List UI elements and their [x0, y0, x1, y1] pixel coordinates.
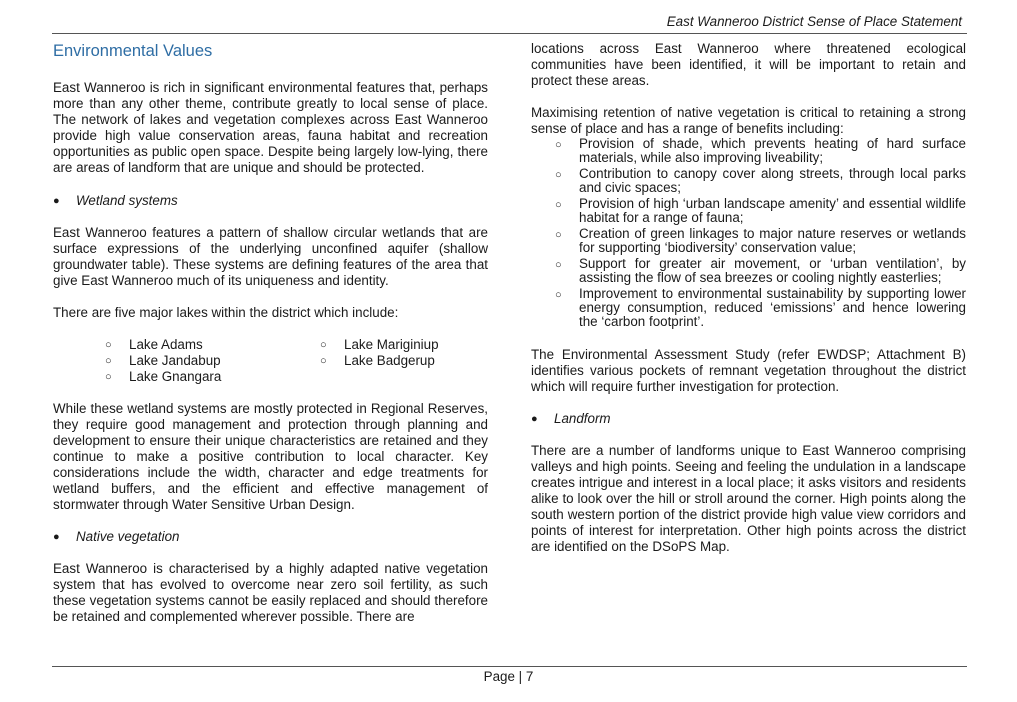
circle-bullet-icon: ○ [320, 339, 327, 351]
landform-heading: Landform [554, 411, 611, 426]
list-item: ○ Provision of shade, which prevents heating of hard surface materials, while also improving liveability; [555, 136, 966, 165]
bullet-icon: ● [53, 531, 60, 543]
list-item: ○ Lake Adams [105, 337, 203, 352]
list-item: ○ Lake Gnangara [105, 369, 222, 384]
wetland-paragraph: East Wanneroo features a pattern of shallow circular wetlands that are surface expressions of the underlying unconfined aquifer (shallow groundwater table). These systems are defining features of the area that give East Wanneroo much of its uniqueness and identity. [53, 225, 488, 288]
circle-bullet-icon: ○ [555, 169, 562, 181]
lakes-intro: There are five major lakes within the district which include: [53, 305, 399, 320]
footer-divider [52, 666, 967, 667]
vegetation-continued: locations across East Wanneroo where threatened ecological communities have been identified, it will be important to retain and protect these areas. [531, 41, 966, 88]
circle-bullet-icon: ○ [555, 139, 562, 151]
list-item: ○ Improvement to environmental sustainability by supporting lower energy consumption, reduced ‘emissions’ and hence lowering the ‘carbon footprint’. [555, 286, 966, 329]
landform-paragraph: There are a number of landforms unique to East Wanneroo comprising valleys and high points. Seeing and feeling the undulation in a landscape creates intrigue and interest in a local place; it asks visitors and residents alike to look over the hill or stroll around the corner. High points along the south western portion of the district provide high value view corridors and points of interest for interpretation. Other high points across the district are identified on the DSoPS Map. [531, 443, 966, 554]
circle-bullet-icon: ○ [105, 355, 112, 367]
circle-bullet-icon: ○ [105, 339, 112, 351]
right-column [531, 41, 966, 555]
list-item: ○ Provision of high ‘urban landscape amenity’ and essential wildlife habitat for a range of fauna; [555, 196, 966, 225]
circle-bullet-icon: ○ [555, 199, 562, 211]
bullet-icon: ● [531, 413, 538, 425]
list-item: ○ Creation of green linkages to major nature reserves or wetlands for supporting ‘biodiversity’ conservation value; [555, 226, 966, 255]
wetland-heading: Wetland systems [76, 193, 178, 208]
section-heading: Environmental Values [53, 42, 213, 60]
circle-bullet-icon: ○ [105, 371, 112, 383]
circle-bullet-icon: ○ [555, 259, 562, 271]
benefits-intro: Maximising retention of native vegetation is critical to retaining a strong sense of place and has a range of benefits including: [531, 105, 966, 136]
wetland-paragraph-2: While these wetland systems are mostly protected in Regional Reserves, they require good management and protection through planning and development to ensure their unique characteristics are retained and they continue to make a positive contribution to local character. Key considerations include the width, character and edge treatments for wetland buffers, and the efficient and effective management of stormwater through Water Sensitive Urban Design. [53, 401, 488, 512]
lakes-list [105, 337, 488, 385]
circle-bullet-icon: ○ [555, 229, 562, 241]
list-item: ○ Contribution to canopy cover along streets, through local parks and civic spaces; [555, 166, 966, 195]
list-item: ○ Support for greater air movement, or ‘urban ventilation’, by assisting the flow of sea breezes or cooling nightly easterlies; [555, 256, 966, 285]
running-header [52, 14, 967, 34]
vegetation-paragraph: East Wanneroo is characterised by a highly adapted native vegetation system that has evolved to overcome near zero soil fertility, as such these vegetation systems cannot be easily replaced and should therefore be retained and complemented wherever possible. There are [53, 561, 488, 624]
vegetation-heading: Native vegetation [76, 529, 180, 544]
circle-bullet-icon: ○ [320, 355, 327, 367]
document-title: East Wanneroo District Sense of Place Statement [666, 14, 962, 29]
study-paragraph: The Environmental Assessment Study (refer EWDSP; Attachment B) identifies various pockets of remnant vegetation throughout the district which will require further investigation for protection. [531, 347, 966, 394]
list-item: ○ Lake Badgerup [320, 353, 435, 368]
circle-bullet-icon: ○ [555, 289, 562, 301]
wetland-bullet [53, 193, 488, 209]
left-column [53, 41, 488, 625]
page-number: Page | 7 [483, 669, 534, 684]
list-item: ○ Lake Mariginiup [320, 337, 439, 352]
landform-bullet [531, 411, 966, 427]
list-item: ○ Lake Jandabup [105, 353, 221, 368]
bullet-icon: ● [53, 195, 60, 207]
vegetation-bullet [53, 529, 488, 545]
intro-paragraph: East Wanneroo is rich in significant environmental features that, perhaps more than any other theme, contribute greatly to local sense of place. The network of lakes and vegetation complexes across East Wanneroo provide high value conservation areas, fauna habitat and recreation opportunities as public open space. Despite being largely low-lying, there are areas of landform that are unique and should be protected. [53, 80, 488, 175]
